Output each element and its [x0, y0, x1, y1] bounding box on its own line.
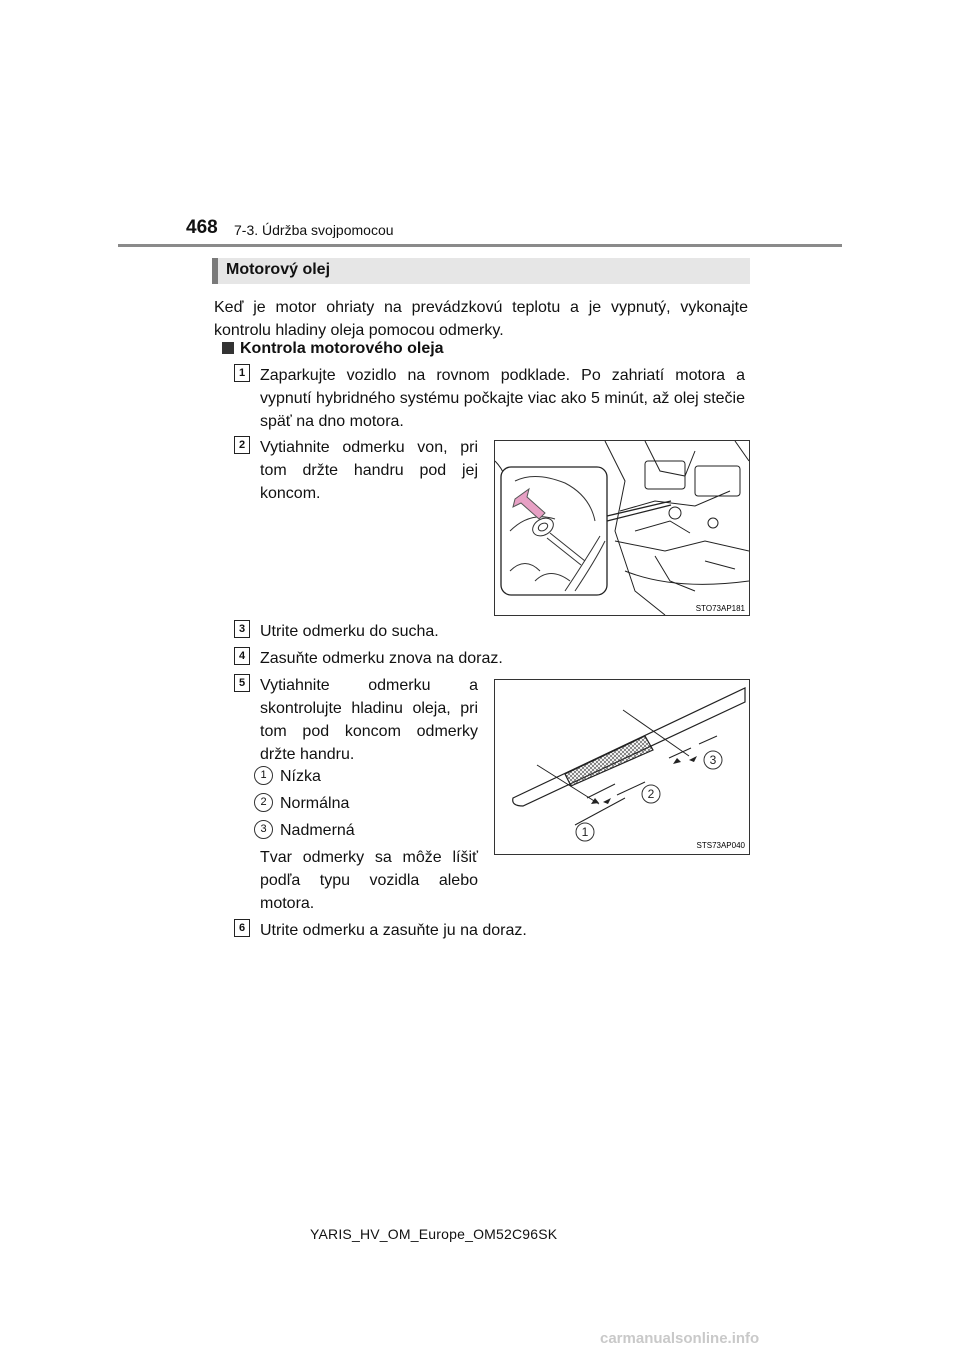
- section-heading-bar: [212, 258, 750, 284]
- step-text-6: Utrite odmerku a zasuňte ju na doraz.: [260, 922, 527, 939]
- dipstick-illustration: [495, 680, 749, 854]
- step-number-6: 6: [234, 919, 250, 937]
- step-number-4: 4: [234, 647, 250, 665]
- step-text-2: Vytiahnite odmerku von, pri tom držte handru pod jej koncom.: [260, 439, 478, 502]
- dipstick-label-2: 2: [647, 787, 655, 801]
- step-text-5: Vytiahnite odmerku a skontrolujte hladinu oleja, pri tom pod koncom odmerky držte handru.: [260, 677, 478, 763]
- figure-code-dipstick: STS73AP040: [696, 841, 745, 850]
- dipstick-figure: [494, 679, 750, 855]
- level-number-2: 2: [254, 793, 273, 812]
- level-label-normal: Normálna: [280, 795, 350, 812]
- note-paragraph: Tvar odmerky sa môže líšiť podľa typu vozidla alebo motora.: [260, 849, 478, 912]
- figure-code-engine: STO73AP181: [695, 604, 745, 613]
- watermark: carmanualsonline.info: [600, 1330, 760, 1347]
- step-text-1: Zaparkujte vozidlo na rovnom podklade. Po zahriatí motora a vypnutí hybridného systému počkajte viac ako 5 minút, až olej stečie späť na dno motora.: [260, 367, 745, 430]
- page-number: 468: [186, 217, 218, 238]
- subheading-text: Kontrola motorového oleja: [240, 340, 444, 357]
- level-number-1: 1: [254, 766, 273, 785]
- step-text-4: Zasuňte odmerku znova na doraz.: [260, 650, 503, 667]
- level-label-low: Nízka: [280, 768, 321, 785]
- level-number-3: 3: [254, 820, 273, 839]
- engine-bay-figure: [494, 440, 750, 616]
- step-number-1: 1: [234, 364, 250, 382]
- step-number-3: 3: [234, 620, 250, 638]
- section-title: Motorový olej: [226, 261, 331, 278]
- step-number-5: 5: [234, 674, 250, 692]
- header-divider: [118, 244, 842, 247]
- step-text-3: Utrite odmerku do sucha.: [260, 623, 439, 640]
- subheading: [222, 340, 444, 358]
- dipstick-label-1: 1: [581, 825, 589, 839]
- square-bullet-icon: [222, 342, 234, 354]
- document-footer: YARIS_HV_OM_Europe_OM52C96SK: [310, 1226, 558, 1242]
- section-accent: [212, 258, 218, 284]
- level-label-excessive: Nadmerná: [280, 822, 355, 839]
- dipstick-label-3: 3: [709, 753, 717, 767]
- chapter-title: 7-3. Údržba svojpomocou: [234, 222, 394, 238]
- step-number-2: 2: [234, 436, 250, 454]
- intro-paragraph: Keď je motor ohriaty na prevádzkovú teplotu a je vypnutý, vykonajte kontrolu hladiny oleja pomocou odmerky.: [214, 299, 748, 339]
- engine-bay-illustration: [495, 441, 749, 615]
